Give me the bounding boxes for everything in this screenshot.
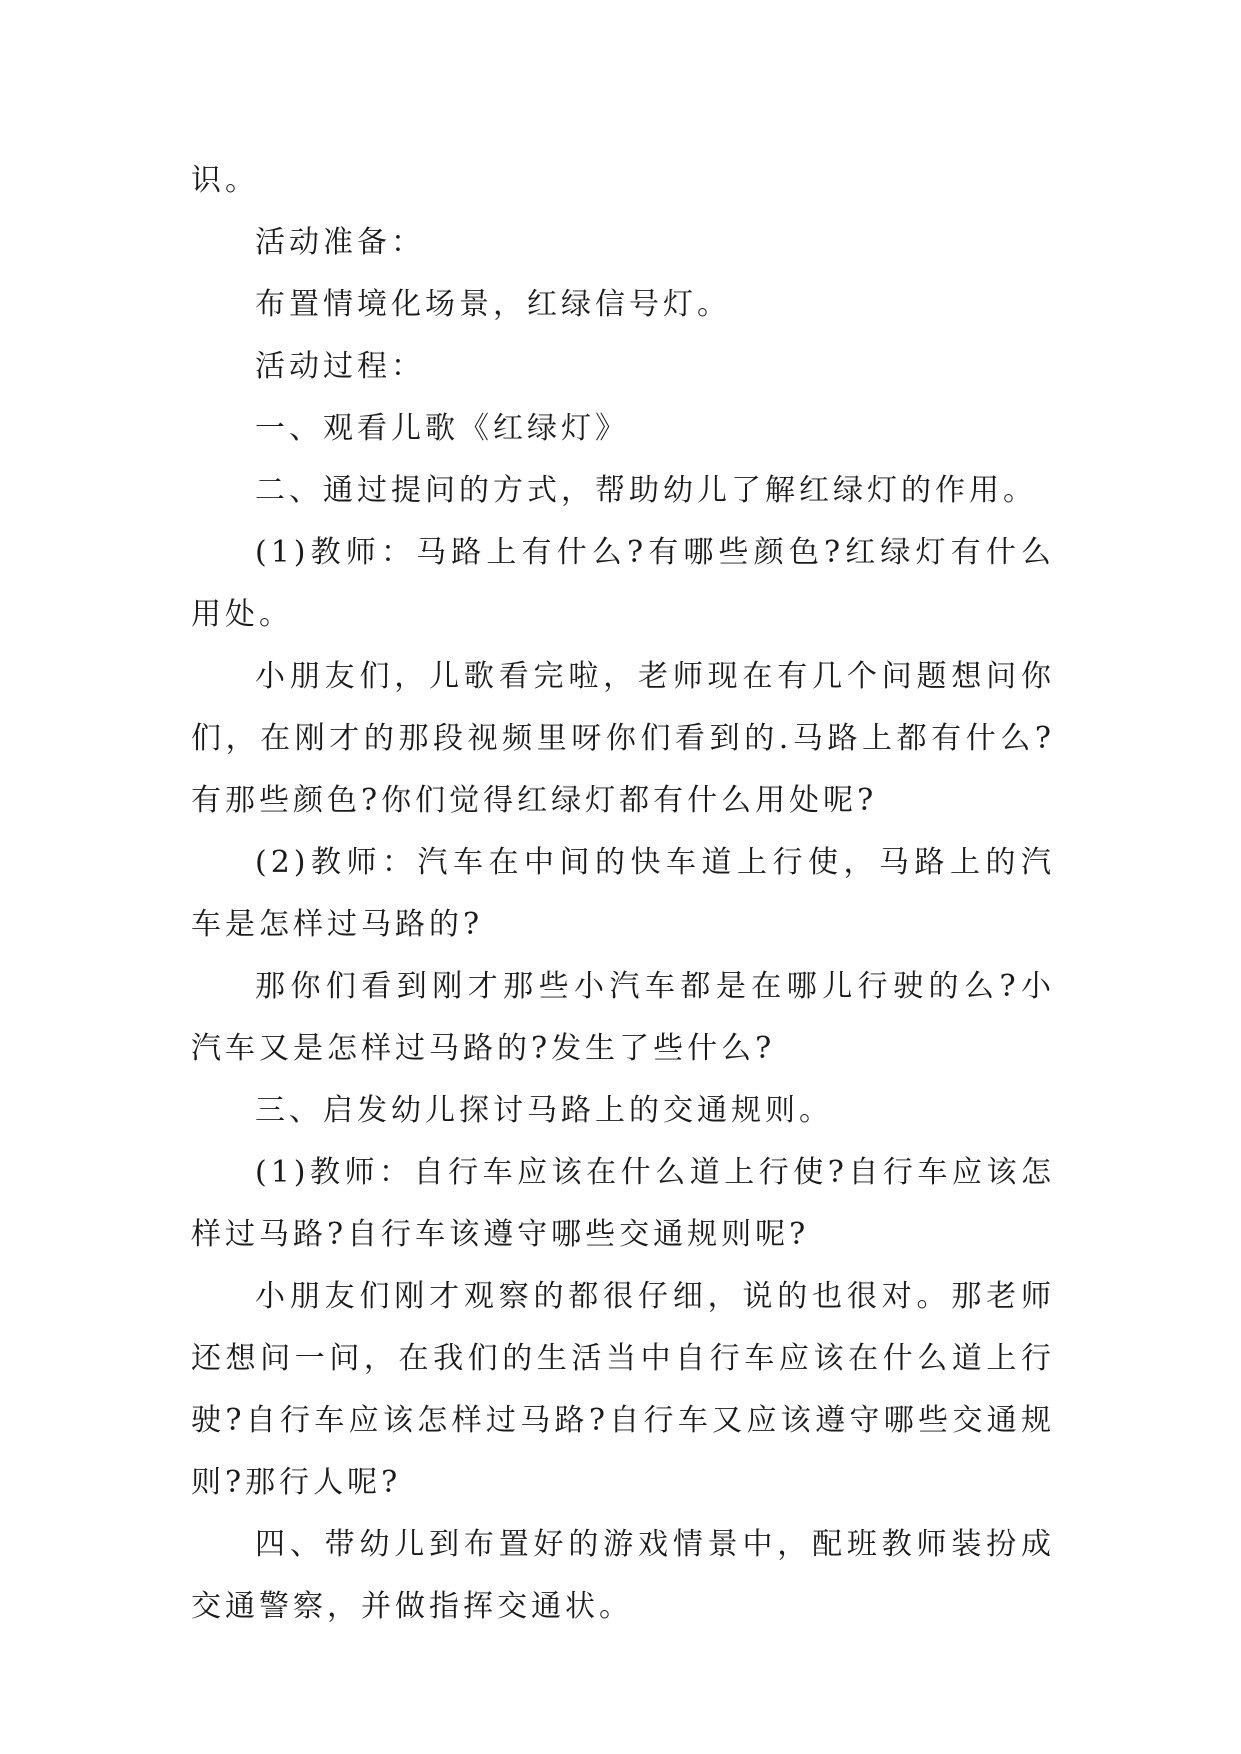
paragraph-continuation: 识。 — [191, 163, 259, 198]
paragraph-question-3: (1)教师：自行车应该在什么道上行使?自行车应该怎样过马路?自行车该遵守哪些交通规则呢? — [191, 1155, 1055, 1252]
paragraph-preparation-content: 布置情境化场景，红绿信号灯。 — [255, 287, 731, 322]
paragraph-step-three: 三、启发幼儿探讨马路上的交通规则。 — [255, 1093, 833, 1128]
paragraph-question-2: (2)教师：汽车在中间的快车道上行使，马路上的汽车是怎样过马路的? — [191, 845, 1055, 942]
paragraph-teacher-speech-2: 那你们看到刚才那些小汽车都是在哪儿行驶的么?小汽车又是怎样过马路的?发生了些什么? — [191, 969, 1055, 1066]
paragraph-teacher-speech-1: 小朋友们，儿歌看完啦，老师现在有几个问题想问你们，在刚才的那段视频里呀你们看到的.马路上都有什么?有那些颜色?你们觉得红绿灯都有什么用处呢? — [191, 659, 1055, 818]
paragraph-step-one: 一、观看儿歌《红绿灯》 — [255, 411, 629, 446]
paragraph-process-heading: 活动过程： — [255, 349, 425, 384]
paragraph-preparation-heading: 活动准备： — [255, 225, 425, 260]
paragraph-teacher-speech-3: 小朋友们刚才观察的都很仔细，说的也很对。那老师还想问一问，在我们的生活当中自行车应该在什么道上行驶?自行车应该怎样过马路?自行车又应该遵守哪些交通规则?那行人呢? — [191, 1279, 1055, 1500]
paragraph-step-four: 四、带幼儿到布置好的游戏情景中，配班教师装扮成交通警察，并做指挥交通状。 — [191, 1527, 1055, 1624]
paragraph-question-1: (1)教师：马路上有什么?有哪些颜色?红绿灯有什么用处。 — [191, 535, 1055, 632]
document-body — [191, 150, 1055, 1638]
paragraph-step-two: 二、通过提问的方式，帮助幼儿了解红绿灯的作用。 — [255, 473, 1037, 508]
